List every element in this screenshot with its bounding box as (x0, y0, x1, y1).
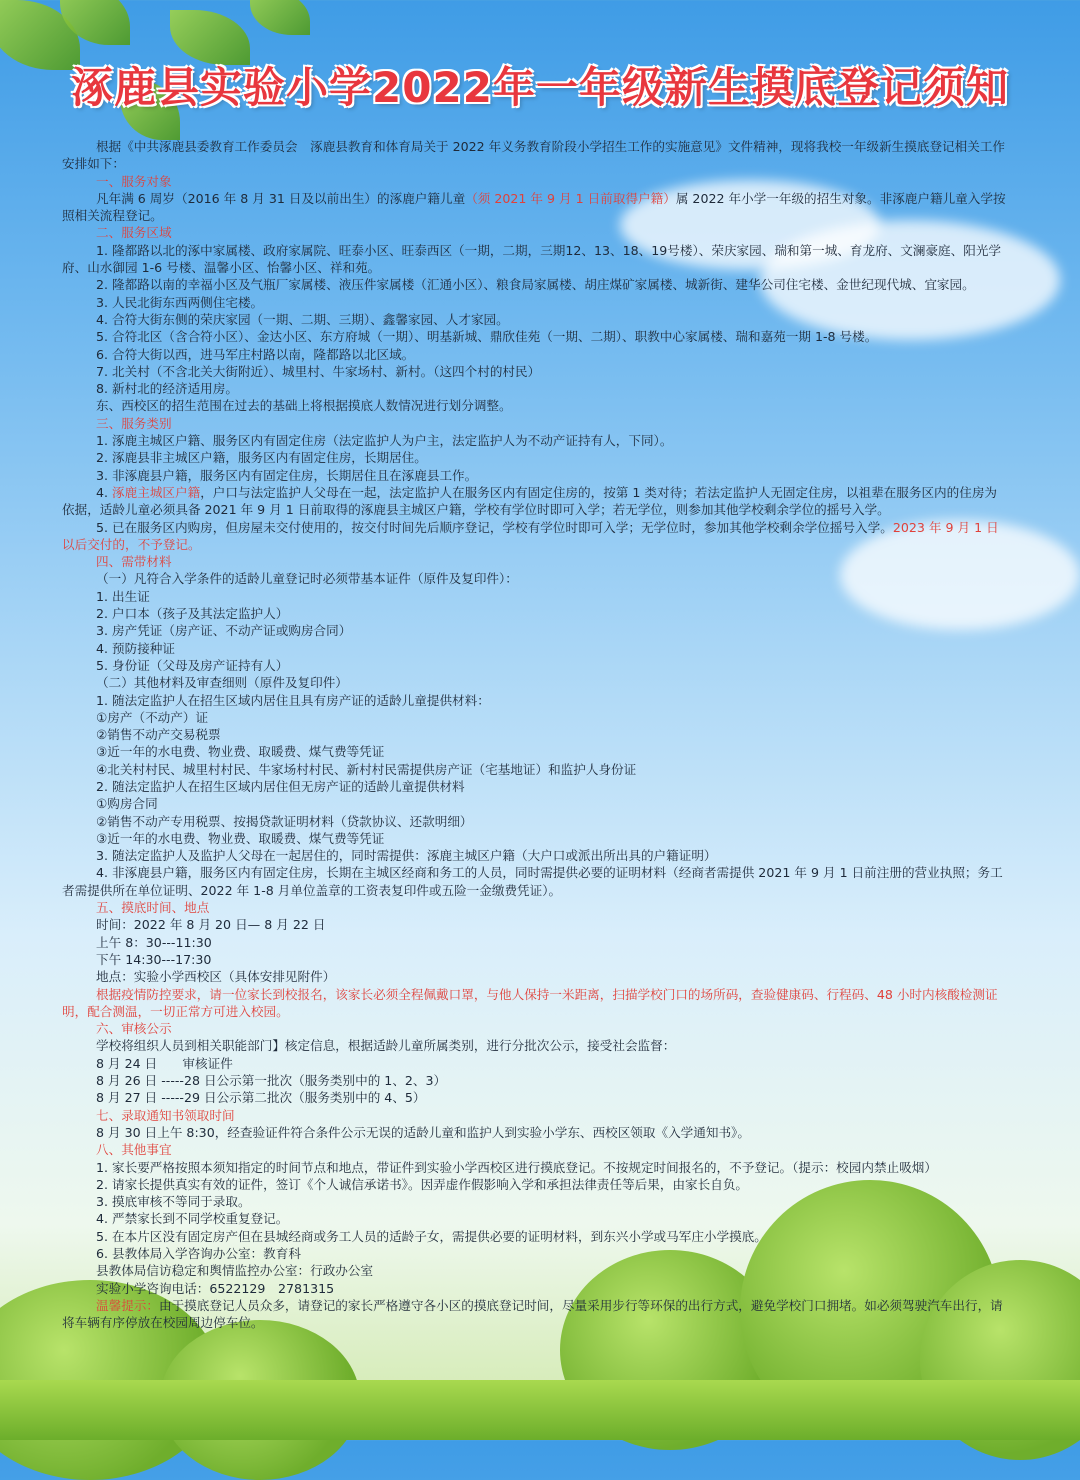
section-heading: 六、审核公示 (96, 1021, 172, 1037)
section-heading: 八、其他事宜 (96, 1142, 172, 1158)
list-item: 6. 县教体局入学咨询办公室：教育科 (96, 1246, 301, 1261)
schedule-line: 8 月 27 日 -----29 日公示第二批次（服务类别中的 4、5） (96, 1090, 426, 1106)
list-item: ①房产（不动产）证 (96, 709, 209, 725)
list-item: 1. 随法定监护人在招生区域内居住且具有房产证的适龄儿童提供材料： (96, 692, 490, 708)
list-item: 5. 身份证（父母及房产证持有人） (96, 657, 289, 673)
list-item: ①购房合同 (96, 796, 158, 812)
list-item: 3. 非涿鹿县户籍，服务区内有固定住房，长期居住且在涿鹿县工作。 (96, 467, 478, 483)
list-item: 1. 隆都路以北的涿中家属楼、政府家属院、旺泰小区、旺泰西区（一期，二期，三期12、13、18、19号楼）、荣庆家园、瑞和第一城、育龙府、文澜豪庭、阳光学府、山水御园 1-6 号楼、温馨小区、怡馨小区、祥和苑。 (62, 242, 1002, 276)
list-item: 8. 新村北的经济适用房。 (96, 381, 238, 397)
list-item: ③近一年的水电费、物业费、取暖费、煤气费等凭证 (96, 830, 385, 846)
list-item: 7. 北关村（不含北关大街附近）、城里村、牛家场村、新村。（这四个村的村民） (96, 363, 541, 379)
list-item: ④北关村村民、城里村村民、牛家场村村民、新村村民需提供房产证（宅基地证）和监护人身份证 (96, 761, 637, 777)
list-item: 2. 户口本（孩子及其法定监护人） (96, 606, 289, 622)
list-item: 5. 合符北区（含合符小区）、金达小区、东方府城（一期）、明基新城、鼎欣佳苑（一期、二期）、职教中心家属楼、瑞和嘉苑一期 1-8 号楼。 (96, 329, 878, 345)
list-item: ③近一年的水电费、物业费、取暖费、煤气费等凭证 (96, 744, 385, 760)
section-paragraph: 凡年满 6 周岁（2016 年 8 月 31 日及以前出生）的涿鹿户籍儿童（须 2021 年 9 月 1 日前取得户籍）属 2022 年小学一年级的招生对象。非涿鹿户籍儿童入学按照相关流程登记。 (62, 190, 1006, 224)
section-heading: 四、需带材料 (96, 554, 172, 570)
list-item: 2. 随法定监护人在招生区域内居住但无房产证的适龄儿童提供材料 (96, 778, 465, 794)
list-item: 5. 在本片区没有固定房产但在县城经商或务工人员的适龄子女，需提供必要的证明材料，到东兴小学或马军庄小学摸底。 (96, 1228, 767, 1244)
schedule-line: 时间：2022 年 8 月 20 日— 8 月 22 日 (96, 917, 326, 933)
section-heading: 三、服务类别 (96, 415, 172, 431)
sub-heading: （一）凡符合入学条件的适龄儿童登记时必须带基本证件（原件及复印件）： (96, 571, 518, 587)
warm-tip: 温馨提示：由于摸底登记人员众多，请登记的家长严格遵守各小区的摸底登记时间，尽量采用步行等环保的出行方式，避免学校门口拥堵。如必须驾驶汽车出行，请将车辆有序停放在校园周边停车位。 (62, 1297, 1003, 1331)
epidemic-notice: 根据疫情防控要求，请一位家长到校报名，该家长必须全程佩戴口罩，与他人保持一米距离，扫描学校门口的场所码，查验健康码、行程码、48 小时内核酸检测证明，配合测温，一切正常方可进入校园。 (62, 986, 998, 1019)
schedule-line: 下午 14:30---17:30 (96, 951, 212, 967)
schedule-line: 学校将组织人员到相关职能部门】核定信息，根据适龄儿童所属类别，进行分批次公示，接受社会监督： (96, 1038, 676, 1054)
list-item: 4. 预防接种证 (96, 640, 175, 656)
list-item: 2. 请家长提供真实有效的证件，签订《个人诚信承诺书》。因弄虚作假影响入学和承担法律责任等后果，由家长自负。 (96, 1176, 749, 1192)
contact-line: 县教体局信访稳定和舆情监控办公室：行政办公室 (96, 1263, 374, 1279)
list-item: 1. 涿鹿主城区户籍、服务区内有固定住房（法定监护人为户主，法定监护人为不动产证持有人，下同）。 (96, 433, 673, 449)
list-item: 5. 已在服务区内购房，但房屋未交付使用的，按交付时间先后顺序登记，学校有学位时即可入学；无学位时，参加其他学校剩余学位摇号入学。2023 年 9 月 1 日以后交付的，不予登记。 (62, 519, 999, 552)
list-item: 3. 人民北街东西两侧住宅楼。 (96, 294, 264, 310)
section-heading: 二、服务区域 (96, 225, 172, 241)
grass-decoration (0, 1380, 1080, 1440)
schedule-line: 8 月 26 日 -----28 日公示第一批次（服务类别中的 1、2、3） (96, 1073, 447, 1089)
list-item: ②销售不动产交易税票 (96, 727, 221, 743)
page-title: 涿鹿县实验小学2022年一年级新生摸底登记须知 (71, 63, 1009, 112)
contact-line: 实验小学咨询电话：6522129 2781315 (96, 1280, 335, 1296)
list-item: 3. 摸底审核不等同于录取。 (96, 1194, 251, 1210)
list-item: 3. 房产凭证（房产证、不动产证或购房合同） (96, 623, 352, 639)
section-note: 东、西校区的招生范围在过去的基础上将根据摸底人数情况进行划分调整。 (96, 398, 512, 414)
list-item: 4. 合符大街东侧的荣庆家园（一期、二期、三期）、鑫馨家园、人才家园。 (96, 311, 509, 327)
list-item: 2. 涿鹿县非主城区户籍，服务区内有固定住房，长期居住。 (96, 450, 427, 466)
list-item: 6. 合符大街以西，进马军庄村路以南，隆都路以北区域。 (96, 346, 415, 362)
section-heading: 七、录取通知书领取时间 (96, 1107, 235, 1123)
sub-heading: （二）其他材料及审查细则（原件及复印件） (96, 675, 348, 691)
list-item: ②销售不动产专用税票、按揭贷款证明材料（贷款协议、还款明细） (96, 813, 473, 829)
list-item: 1. 家长要严格按照本须知指定的时间节点和地点，带证件到实验小学西校区进行摸底登记。不按规定时间报名的，不予登记。（提示：校园内禁止吸烟） (96, 1159, 937, 1175)
list-item: 4. 严禁家长到不同学校重复登记。 (96, 1211, 289, 1227)
list-item: 3. 随法定监护人及监护人父母在一起居住的，同时需提供：涿鹿主城区户籍（大户口或派出所出具的户籍证明） (96, 848, 717, 864)
list-item: 4. 非涿鹿县户籍，服务区内有固定住房，长期在主城区经商和务工的人员，同时需提供必要的证明材料（经商者需提供 2021 年 9 月 1 日前注册的营业执照；务工者需提供所在单位证明、2022 年 1-8 月单位盖章的工资表复印件或五险一金缴费凭证）。 (62, 865, 1003, 898)
schedule-line: 上午 8：30---11:30 (96, 934, 212, 950)
schedule-line: 地点：实验小学西校区（具体安排见附件） (96, 969, 336, 985)
intro-paragraph: 根据《中共涿鹿县委教育工作委员会 涿鹿县教育和体育局关于 2022 年义务教育阶段小学招生工作的实施意见》文件精神，现将我校一年级新生摸底登记相关工作安排如下： (62, 139, 1006, 172)
list-item: 2. 隆都路以南的幸福小区及气瓶厂家属楼、液压件家属楼（汇通小区）、粮食局家属楼、胡庄煤矿家属楼、城新街、建华公司住宅楼、金世纪现代城、宜家园。 (96, 277, 975, 293)
schedule-line: 8 月 24 日 审核证件 (96, 1055, 233, 1071)
section-paragraph: 8 月 30 日上午 8:30，经查验证件符合条件公示无误的适龄儿童和监护人到实验小学东、西校区领取《入学通知书》。 (96, 1124, 750, 1140)
leaf-decoration (250, 0, 310, 35)
notice-body (62, 138, 1007, 1331)
list-item: 1. 出生证 (96, 588, 150, 604)
list-item: 4. 涿鹿主城区户籍，户口与法定监护人父母在一起，法定监护人在服务区内有固定住房的，按第 1 类对待；若法定监护人无固定住房，以祖辈在服务区内的住房为依据，适龄儿童必须具备 2021 年 9 月 1 日前取得的涿鹿县主城区户籍，学校有学位时即可入学；若无学位，则参加其他学校剩余学位的摇号入学。 (62, 484, 998, 518)
section-heading: 五、摸底时间、地点 (96, 900, 210, 916)
section-heading: 一、服务对象 (96, 173, 172, 189)
